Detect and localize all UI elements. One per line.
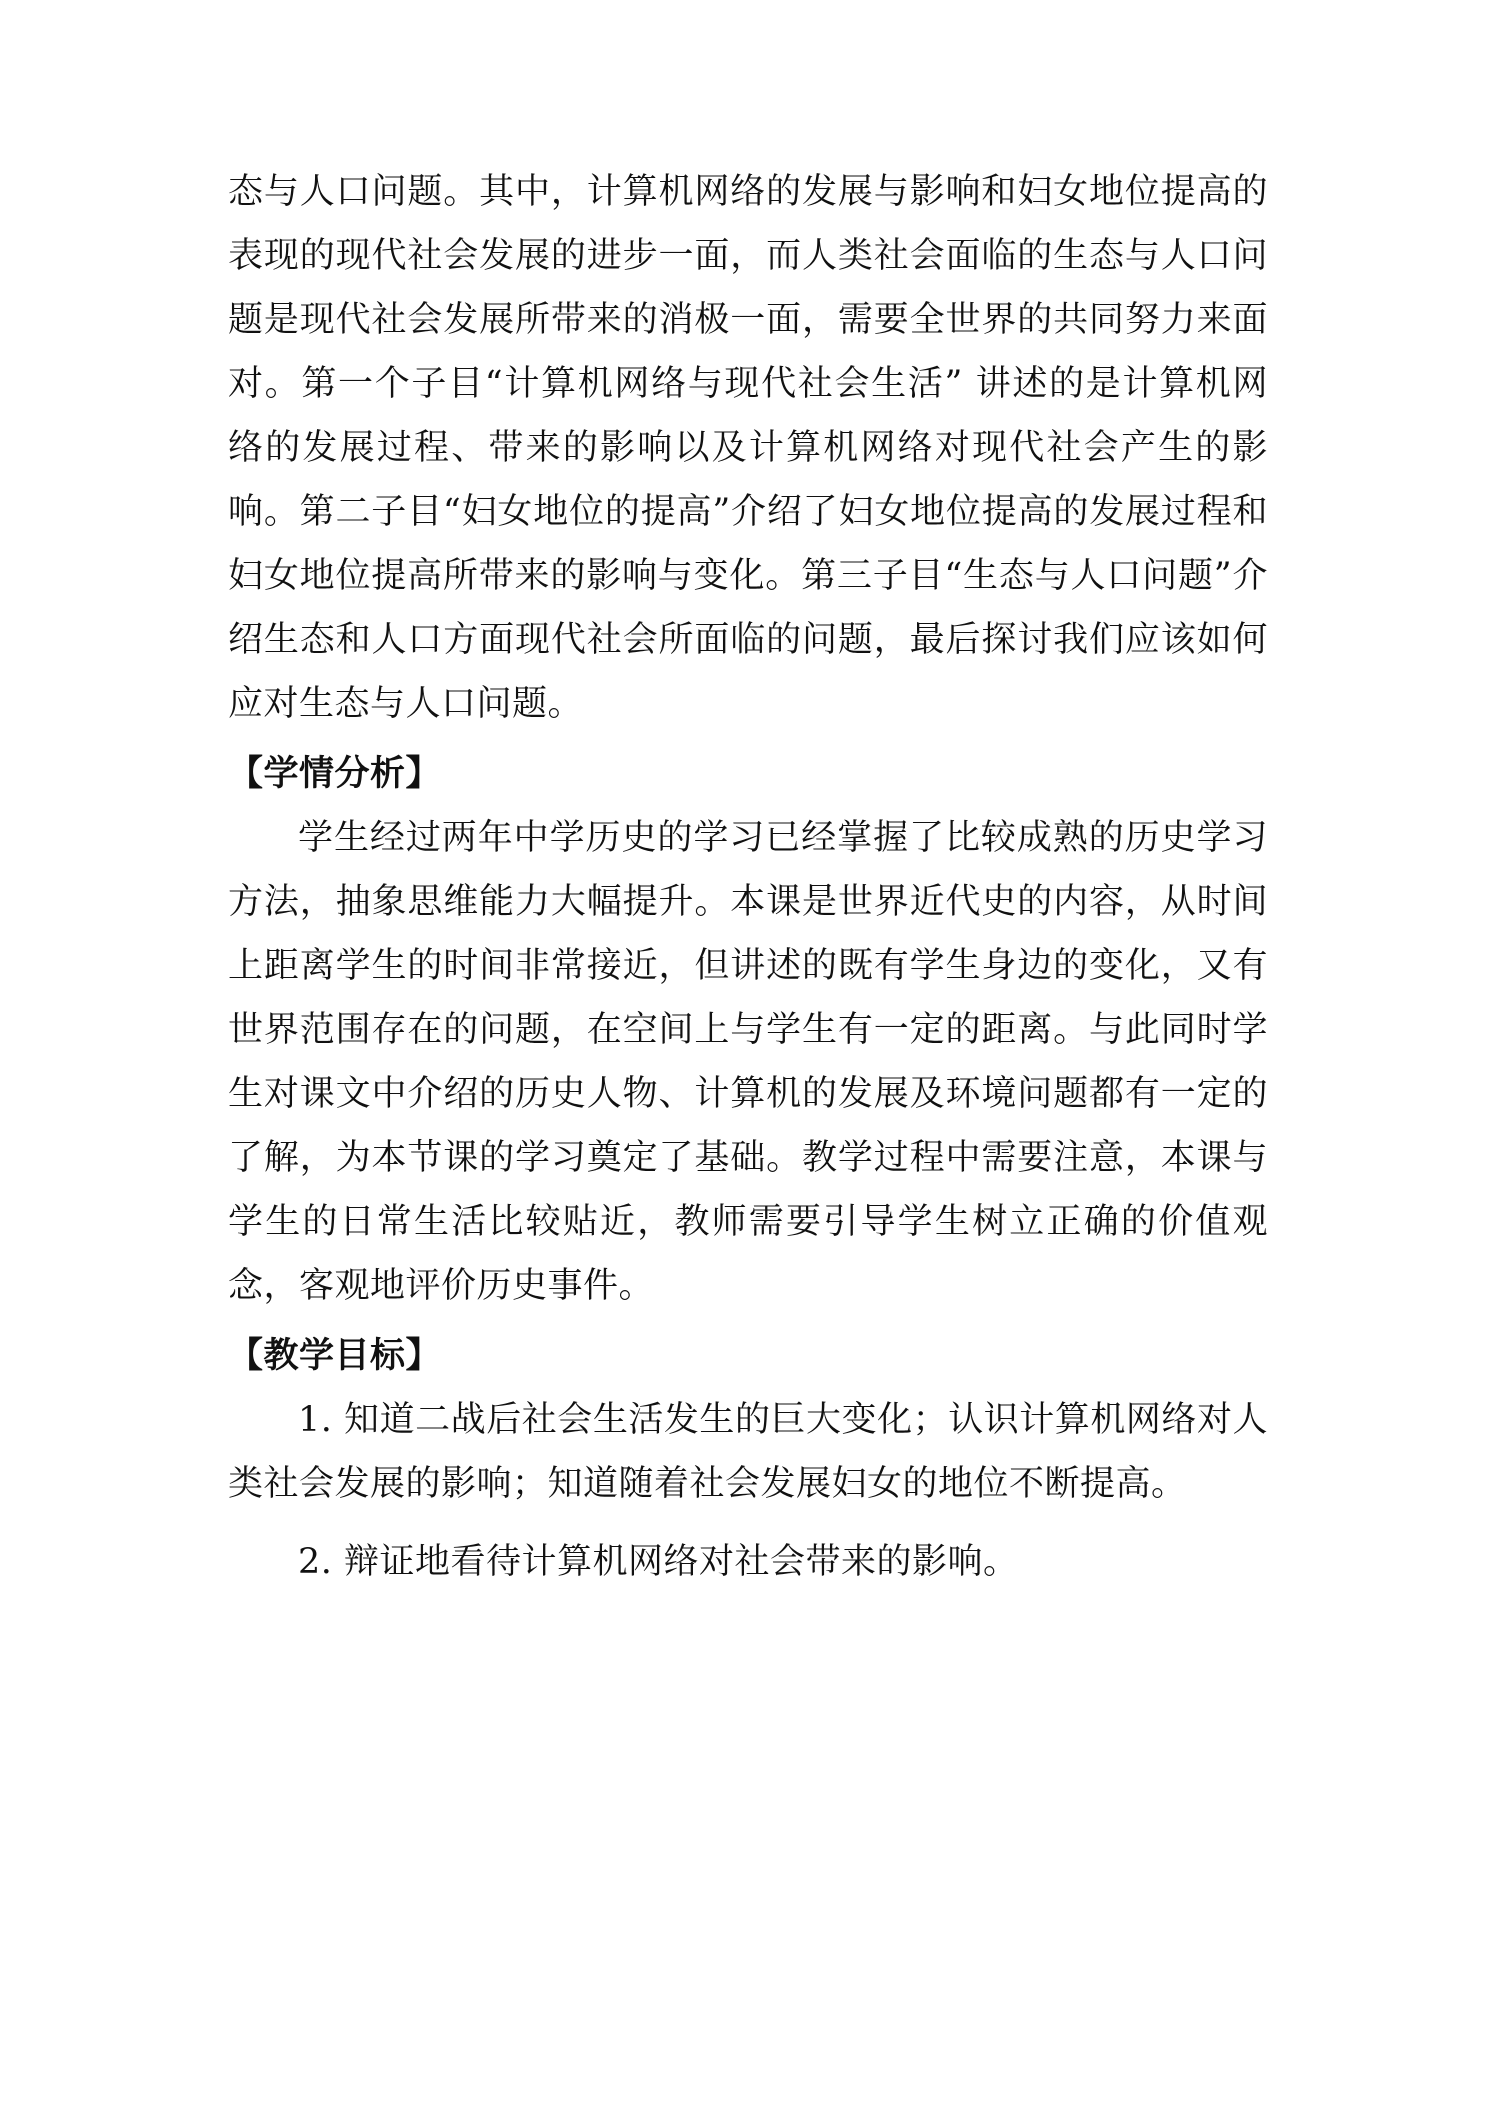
teaching-goal-item-1: 1. 知道二战后社会生活发生的巨大变化；认识计算机网络对人类社会发展的影响；知道随着社会发展妇女的地位不断提高。 xyxy=(228,1400,1268,1504)
teaching-goals-heading: 【教学目标】 xyxy=(228,1336,442,1376)
teaching-goal-item-2: 2. 辩证地看待计算机网络对社会带来的影响。 xyxy=(298,1542,1019,1582)
student-analysis-paragraph: 学生经过两年中学历史的学习已经掌握了比较成熟的历史学习方法，抽象思维能力大幅提升。本课是世界近代史的内容，从时间上距离学生的时间非常接近，但讲述的既有学生身边的变化，又有世界范围存在的问题，在空间上与学生有一定的距离。与此同时学生对课文中介绍的历史人物、计算机的发展及环境问题都有一定的了解，为本节课的学习奠定了基础。教学过程中需要注意，本课与学生的日常生活比较贴近，教师需要引导学生树立正确的价值观念，客观地评价历史事件。 xyxy=(228,818,1268,1306)
document-page xyxy=(228,160,1268,1594)
student-analysis-heading: 【学情分析】 xyxy=(228,754,442,794)
intro-paragraph: 态与人口问题。其中，计算机网络的发展与影响和妇女地位提高的表现的现代社会发展的进步一面，而人类社会面临的生态与人口问题是现代社会发展所带来的消极一面，需要全世界的共同努力来面对。第一个子目“计算机网络与现代社会生活” 讲述的是计算机网络的发展过程、带来的影响以及计算机网络对现代社会产生的影响。第二子目“妇女地位的提高”介绍了妇女地位提高的发展过程和妇女地位提高所带来的影响与变化。第三子目“生态与人口问题”介绍生态和人口方面现代社会所面临的问题，最后探讨我们应该如何应对生态与人口问题。 xyxy=(228,172,1268,724)
